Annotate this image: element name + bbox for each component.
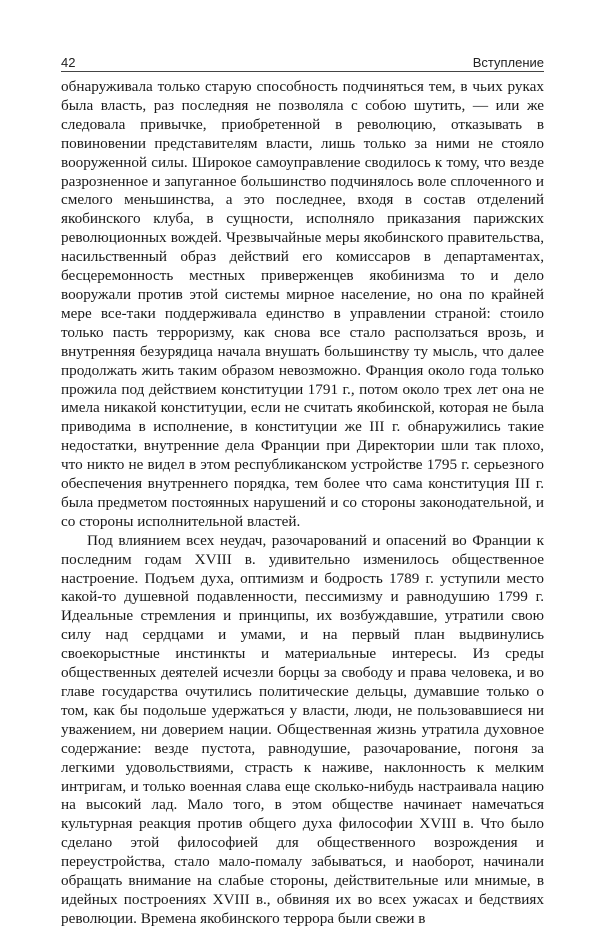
header-rule (61, 71, 544, 72)
running-title: Вступление (472, 55, 544, 70)
body-text (61, 78, 544, 929)
paragraph: обнаруживала только старую способность подчиняться тем, в чьих руках была власть, раз последняя не позволяла с собою шутить, — или же следовала привычке, приобретенной в революцию, отказывать в повиновении представителям власти, лишь только за ними не стояло вооруженной силы. Широкое самоуправление сводилось к тому, что везде разрозненное и запуганное большинство подчинялось воле сплоченного и смелого меньшинства, а это последнее, входя в состав отделений якобинского клуба, в сущности, исполняло приказания парижских революционных вождей. Чрезвычайные меры якобинского правительства, насильственный образ действий его комиссаров в департаментах, бесцеремонность местных приверженцев якобинизма то и дело вооружали против этой системы мирное население, но она по крайней мере все-таки поддерживала единство в управлении страной: стоило только пасть терроризму, как снова все стало расползаться врозь, и внутренняя безурядица начала внушать большинству ту мысль, что далее продолжать жить таким образом невозможно. Франция около года только прожила под действием конституции 1791 г., потом около трех лет она не имела никакой конституции, если не считать якобинской, которая не была приводима в исполнение, в конституции же III г. обнаружились такие недостатки, внутренние дела Франции при Директории шли так плохо, что никто не видел в этом республиканском устройстве 1795 г. серьезного обеспечения внутреннего порядка, тем более что сама конституция III г. была предметом постоянных нарушений и со стороны законодательной, и со стороны исполнительной властей. (61, 78, 544, 530)
paragraph: Под влиянием всех неудач, разочарований и опасений во Франции к последним годам XVIII в. удивительно изменилось общественное настроение. Подъем духа, оптимизм и бодрость 1789 г. уступили место какой-то душевной подавленности, пессимизму и равнодушию 1799 г. Идеальные стремления и принципы, их возбуждавшие, утратили свою силу над сердцами и умами, и на первый план выдвинулись своекорыстные инстинкты и материальные интересы. Из среды общественных деятелей исчезли борцы за свободу и права человека, и во главе государства очутились политические дельцы, думавшие только о том, как бы подольше удержаться у власти, люди, не пользовавшиеся ни уважением, ни доверием нации. Общественная жизнь утратила духовное содержание: везде пустота, равнодушие, разочарование, погоня за легкими удовольствиями, страсть к наживе, наклонность к мелким интригам, и только военная слава еще сколько-нибудь настраивала нацию на высокий лад. Мало того, в этом обществе начинает намечаться культурная реакция против общего духа философии XVIII в. Что было сделано этой философией для общественного возрождения и переустройства, стало мало-помалу забываться, и наоборот, начинали обращать внимание на слабые стороны, действительные или мнимые, в идейных построениях XVIII в., обвиняя их во всех ужасах и бедствиях революции. Времена якобинского террора были свежи в (61, 531, 544, 927)
page-number: 42 (61, 55, 76, 70)
